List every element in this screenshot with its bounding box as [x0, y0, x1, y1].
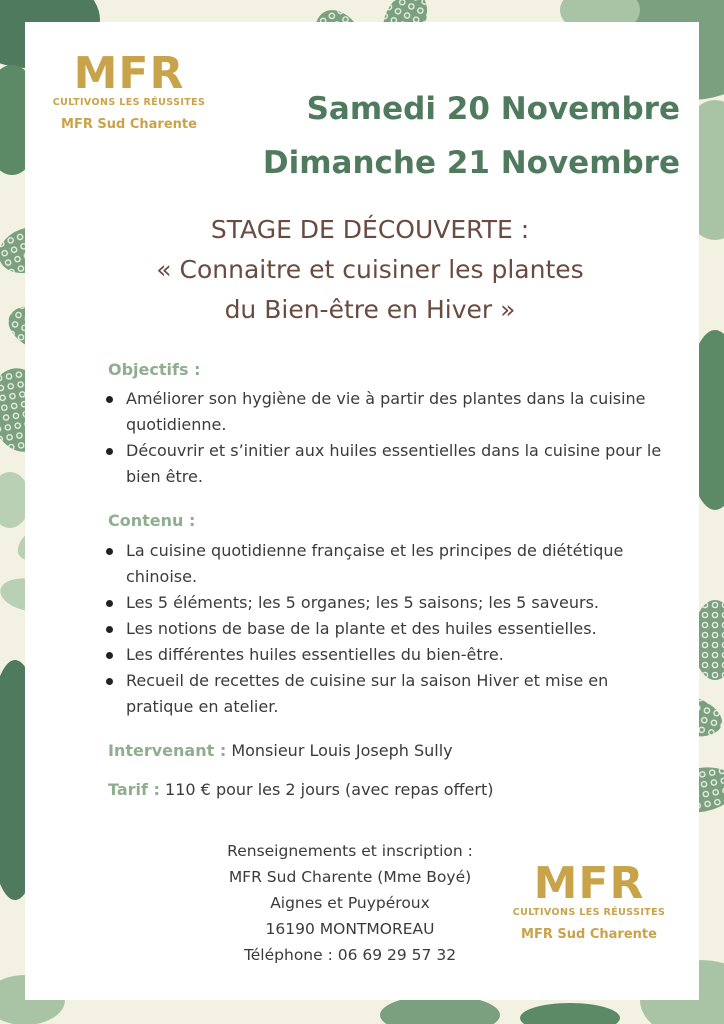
logo-subtitle: MFR Sud Charente [61, 117, 197, 132]
intervenant-label: Intervenant : [108, 741, 227, 760]
tarif-label: Tarif : [108, 780, 160, 799]
list-item: Découvrir et s’initier aux huiles essentielles dans la cuisine pour le bien être. [103, 438, 663, 490]
contact-town: Aignes et Puypéroux [270, 894, 430, 912]
list-item: Les notions de base de la plante et des huiles essentielles. [103, 616, 663, 642]
tarif-value: 110 € pour les 2 jours (avec repas offert) [165, 780, 494, 799]
date-sunday: Dimanche 21 Novembre [262, 145, 680, 181]
logo-wordmark: MFR [533, 858, 645, 909]
logo-tagline: CULTIVONS LES RÉUSSITES [52, 97, 206, 108]
intervenant-value: Monsieur Louis Joseph Sully [231, 741, 453, 760]
contact-organisation: MFR Sud Charente (Mme Boyé) [228, 868, 472, 886]
contenu-list [103, 538, 663, 720]
event-dates [210, 82, 680, 190]
contact-phone: Téléphone : 06 69 29 57 32 [243, 946, 457, 964]
stage-title [105, 210, 635, 330]
contact-heading: Renseignements et inscription : [227, 842, 473, 860]
objectifs-list [103, 386, 663, 490]
stage-title-line2: « Connaitre et cuisiner les plantes [156, 255, 584, 284]
tarif-line [108, 780, 493, 799]
contact-postal: 16190 MONTMOREAU [265, 920, 435, 938]
list-item: Les différentes huiles essentielles du bien-être. [103, 642, 663, 668]
objectifs-heading: Objectifs : [108, 360, 201, 379]
list-item: Améliorer son hygiène de vie à partir des plantes dans la cuisine quotidienne. [103, 386, 663, 438]
logo-wordmark: MFR [73, 48, 185, 99]
mfr-logo-top [44, 48, 214, 132]
leaf-icon [520, 1003, 620, 1024]
mfr-logo-bottom [504, 858, 674, 942]
stage-title-line3: du Bien-être en Hiver » [224, 295, 516, 324]
contact-block [210, 838, 490, 968]
list-item: Recueil de recettes de cuisine sur la saison Hiver et mise en pratique en atelier. [103, 668, 663, 720]
contenu-heading: Contenu : [108, 511, 196, 530]
logo-subtitle: MFR Sud Charente [521, 927, 657, 942]
list-item: La cuisine quotidienne française et les principes de diététique chinoise. [103, 538, 663, 590]
list-item: Les 5 éléments; les 5 organes; les 5 saisons; les 5 saveurs. [103, 590, 663, 616]
logo-tagline: CULTIVONS LES RÉUSSITES [512, 907, 666, 918]
stage-title-line1: STAGE DE DÉCOUVERTE : [210, 215, 530, 244]
intervenant-line [108, 741, 453, 760]
date-saturday: Samedi 20 Novembre [306, 91, 680, 127]
